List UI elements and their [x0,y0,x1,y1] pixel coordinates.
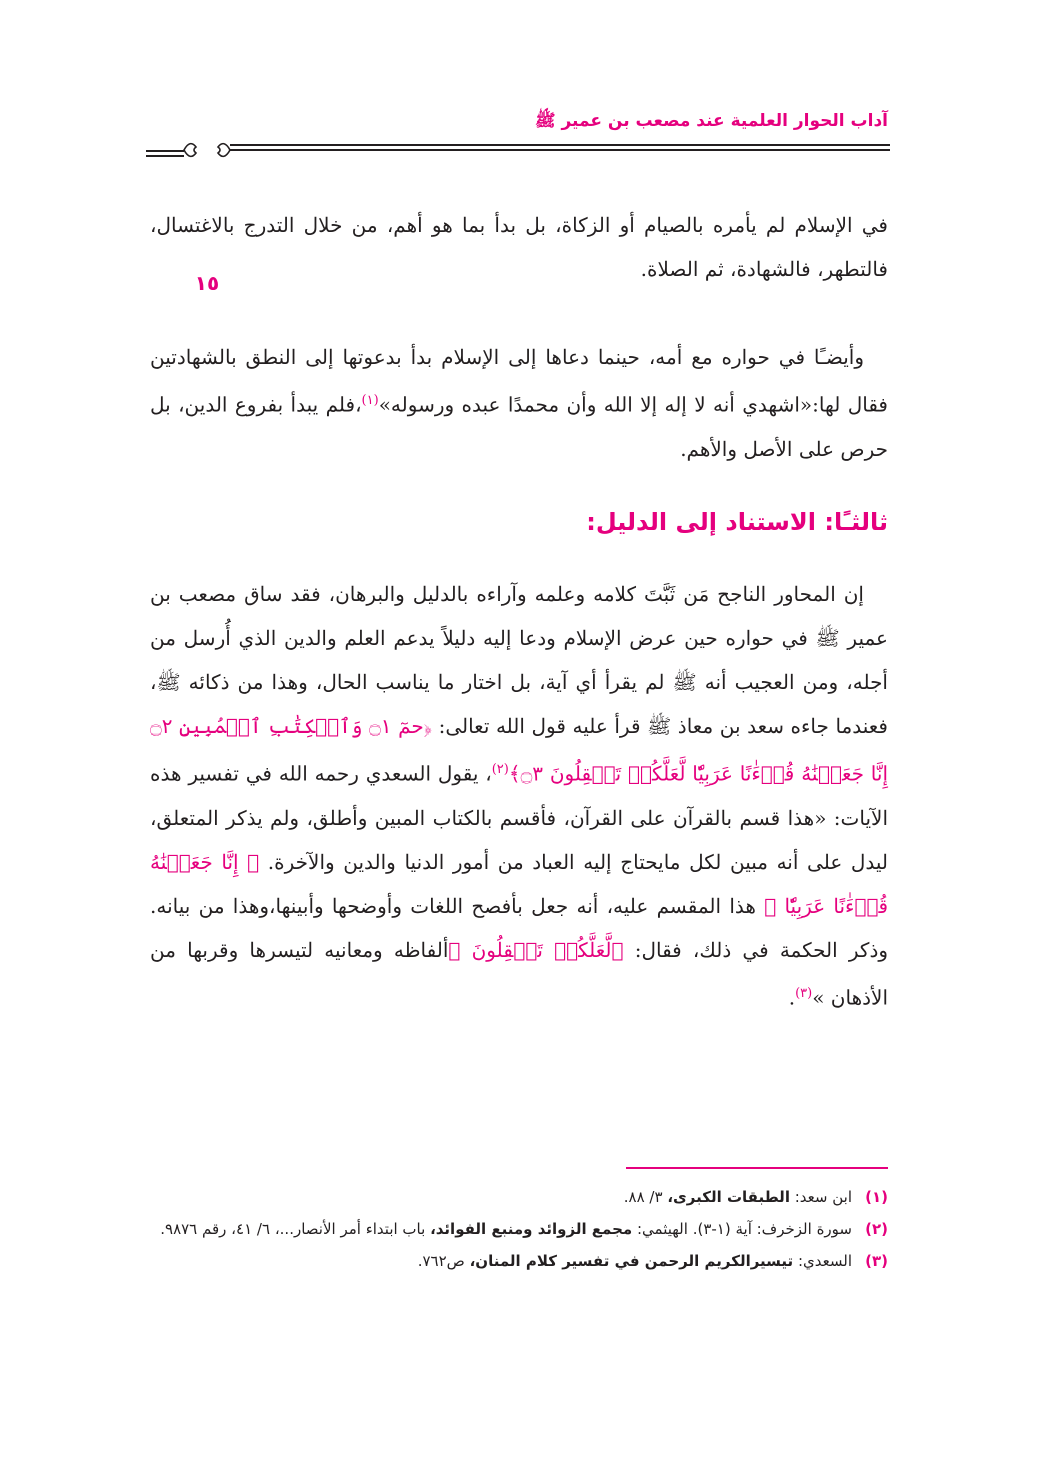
footnote-text: ص٧٦٢. [417,1252,470,1270]
paragraph-3-text-a: إن المحاور الناجح مَن ثَبَّتَ كلامه وعلمه وآراءه بالدليل والبرهان، فقد ساق مصعب بن عمير ﷺ في حواره حين عرض الإسلام ودعا إليه دليلاً يدعم العلم والدين الذي أُرسل من أجله، ومن العجيب أنه ﷺ لم يقرأ أي آية، بل اختار ما يناسب الحال، وهذا من ذكائه ﷺ، فعندما جاءه سعد بن معاذ ﷺ قرأ عليه قول الله تعالى: [150,582,888,738]
header-rule [230,144,890,152]
footnote-2 [150,1213,888,1245]
header-rule-left [146,150,184,160]
paragraph-3-text-c: هذا المقسم عليه، أنه جعل بأفصح اللغات وأوضحها وأبينها،وهذا من بيانه. وذكر الحكمة في ذلك، فقال: [150,893,889,962]
paragraph-3 [150,572,888,1019]
footnote-number: (١) [865,1188,888,1206]
footnote-text: باب ابتداء أمر الأنصار...، ٦/ ٤١، رقم ٩٨٧٦. [160,1220,431,1238]
footnote-number: (٢) [865,1220,888,1238]
footnote-source-title: الطبقات الكبرى، [667,1188,790,1206]
footnote-separator [626,1167,888,1169]
footnote-text: ٣/ ٨٨. [623,1188,668,1206]
footnote-source-title: مجمع الزوائد ومنبع الفوائد، [430,1220,633,1238]
paragraph-2 [150,335,888,471]
page-number: ١٥ [194,271,220,295]
footnote-3 [150,1245,888,1277]
footnotes [150,1181,888,1277]
quran-verse-3: ﴿لَّعَلَّكُمۡ تَعۡقِلُونَ ﴾ [448,937,624,962]
footnote-ref-1[interactable]: (١) [361,393,379,408]
section-heading: ثالثـًا: الاستناد إلى الدليل: [586,508,888,536]
footnote-text: السعدي: [793,1252,852,1270]
footnote-text: ابن سعد: [789,1188,852,1206]
footnote-text: سورة الزخرف: آية (١-٣). الهيثمي: [632,1220,852,1238]
quran-verse-2: ﴿ إِنَّا جَعَلۡنَٰهُ قُرۡءَٰنًا عَرَبِيّٗا ﴾ [150,849,889,918]
footnote-number: (٣) [865,1252,888,1270]
paragraph-3-text-b: ، يقول السعدي رحمه الله في تفسير هذه الآيات: «هذا قسم بالقرآن على القرآن، فأقسم بالكتاب المبين وأطلق، ولم يذكر المتعلق، ليدل على أنه مبين لكل مايحتاج إليه العباد من أمور الدنيا والدين والآخرة. [150,761,889,874]
footnote-1 [150,1181,888,1213]
running-title: آداب الحوار العلمية عند مصعب بن عمير ﷺ [535,111,888,131]
footnote-ref-3[interactable]: (٣) [795,985,813,1001]
paragraph-2-text: وأيضـًا في حواره مع أمه، حينما دعاها إلى الإسلام بدأ بدعوتها إلى النطق بالشهادتين فقال لها:«اشهدي أنه لا إله إلا الله وأن محمدًا عبده ورسوله» [150,345,888,417]
page-number-ornament [182,135,232,295]
ornament-icon [182,135,232,165]
quran-verse-1: ﴿حمٓ ۝١ وَٱلۡكِتَٰبِ ٱلۡمُبِينِ ۝٢ إِنَّا جَعَلۡنَٰهُ قُرۡءَٰنًا عَرَبِيّٗا لَّعَلَّكُمۡ تَعۡقِلُونَ ۝٣﴾ [150,714,889,786]
paragraph-1: في الإسلام لم يأمره بالصيام أو الزكاة، بل بدأ بما هو أهم، من خلال التدرج بالاغتسال، فالتطهر، فالشهادة، ثم الصلاة. [150,213,888,281]
footnote-source-title: تيسيرالكريم الرحمن في تفسير كلام المنان، [469,1252,794,1270]
paragraph-3-end: . [788,985,796,1010]
footnote-ref-2[interactable]: (٢) [491,762,509,777]
paragraph-2-tail: ،فلم يبدأ بفروع الدين، بل حرص على الأصل والأهم. [150,392,888,461]
paragraph-3-text-d: ألفاظه ومعانيه لتيسرها وقربها من الأذهان » [150,937,888,1010]
